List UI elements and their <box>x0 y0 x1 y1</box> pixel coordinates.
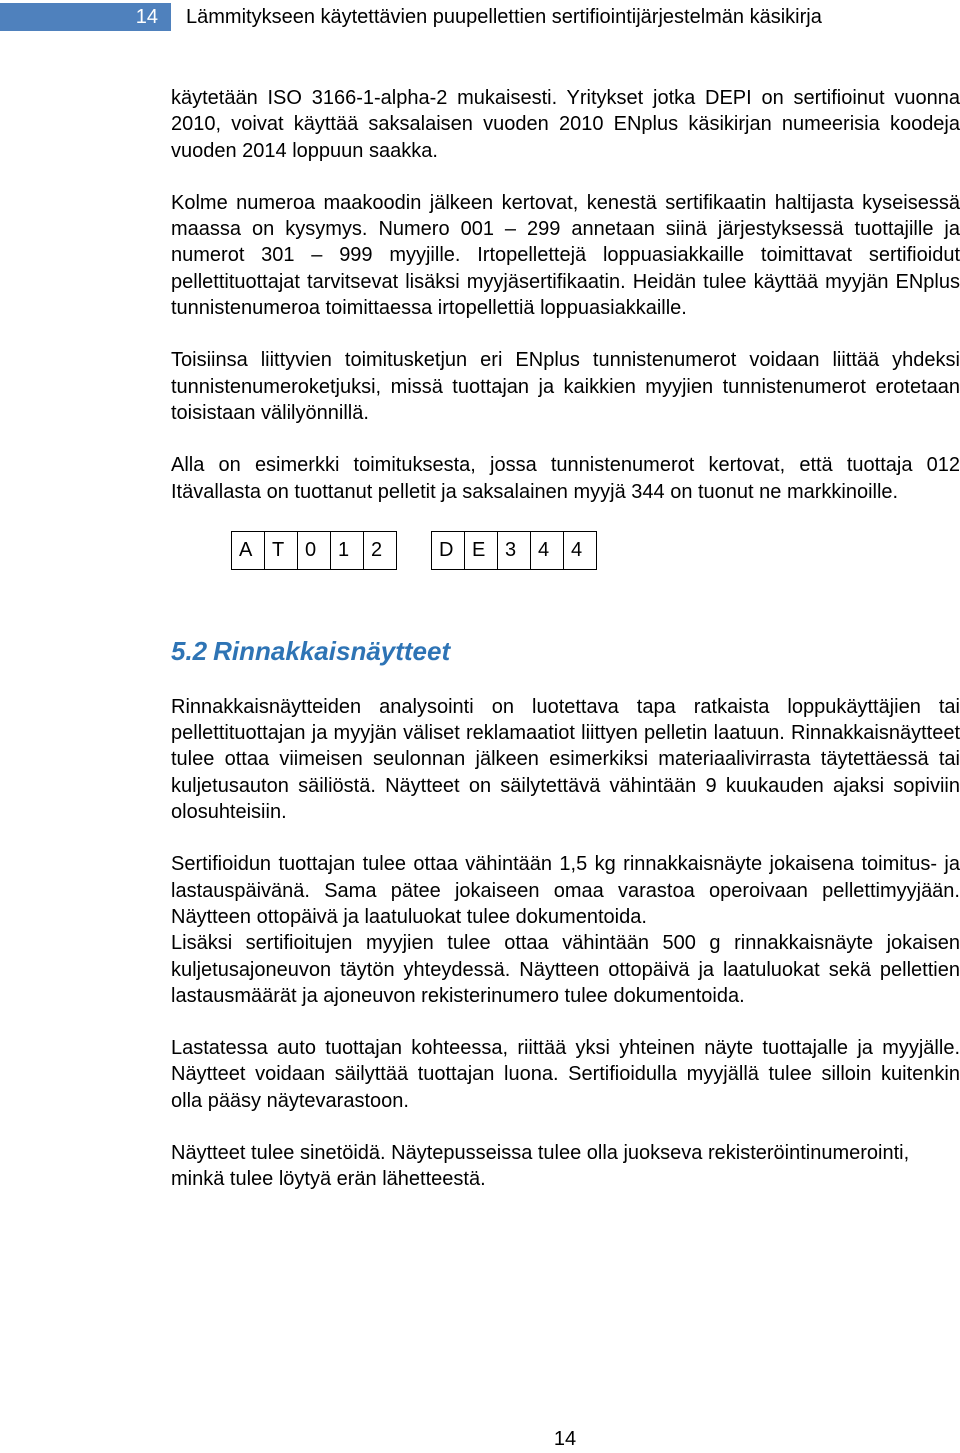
header-title: Lämmitykseen käytettävien puupellettien sertifiointijärjestelmän käsikirja <box>186 6 822 28</box>
seller-code-group <box>431 531 597 570</box>
code-cell: 2 <box>364 532 397 569</box>
paragraph-example-intro: Alla on esimerkki toimituksesta, jossa tunnistenumerot kertovat, että tuottaja 012 Itävallasta on tuottanut pelletit ja saksalainen myyjä 344 on tuonut ne markkinoille. <box>171 454 960 503</box>
code-cell: 0 <box>298 532 331 569</box>
id-chain-example <box>231 531 960 570</box>
section-heading <box>171 634 960 668</box>
paragraph-country-codes: käytetään ISO 3166-1-alpha-2 mukaisesti. Yritykset jotka DEPI on sertifioinut vuonna 2010, voivat käyttää saksalaisen vuoden 2010 ENplus käsikirjan numeerisia koodeja vuoden 2014 loppuun saakka. <box>171 87 960 162</box>
paragraph-shared-sample: Lastatessa auto tuottajan kohteessa, riittää yksi yhteinen näyte tuottajalle ja myyjälle. Näytteet voidaan säilyttää tuottajan luona. Sertifioidulla myyjällä tulee silloin kuitenkin olla pääsy näytevarastoon. <box>171 1037 960 1112</box>
paragraph-reference-samples: Rinnakkaisnäytteiden analysointi on luotettava tapa ratkaista loppukäyttäjien tai pellettituottajan ja myyjän väliset reklamaatiot liittyen pelletin laatuun. Rinnakkaisnäytteet tulee ottaa viimeisen seulonnan jälkeen esimerkiksi materiaalivirrasta täytettäessä tai kuljetusauton säiliöstä. Näytteet on säilytettävä vähintään 9 kuukauden ajaksi sopiviin olosuhteisiin. <box>171 695 960 824</box>
code-cell: T <box>265 532 298 569</box>
code-cell: E <box>465 532 498 569</box>
paragraph-producer-sample: Sertifioidun tuottajan tulee ottaa vähintään 1,5 kg rinnakkaisnäyte jokaisena toimitus- ja lastauspäivänä. Sama pätee jokaiseen omaa varastoa operoivaan pellettimyyjään. Näytteen ottopäivä ja laatuluokat tulee dokumentoida. <box>171 853 960 928</box>
code-cell: 1 <box>331 532 364 569</box>
paragraph-three-digits: Kolme numeroa maakoodin jälkeen kertovat, kenestä sertifikaatin haltijasta kyseisessä maassa on kysymys. Numero 001 – 299 annetaan siinä järjestyksessä tuottajille ja numerot 301 – 999 myyjille. Irtopellettejä loppuasiakkaille toimittavat sertifioidut pellettituottajat tarvitsevat lisäksi myyjäsertifikaatin. Heidän tulee käyttää myyjän ENplus tunnistenumeroa toimittaessa irtopellettiä loppuasiakkaille. <box>171 191 960 320</box>
code-cell: A <box>232 532 265 569</box>
code-cell: 4 <box>531 532 564 569</box>
section-number: 5.2 <box>171 635 208 666</box>
section-title: Rinnakkaisnäytteet <box>213 635 451 666</box>
paragraph-sealing: Näytteet tulee sinetöidä. Näytepusseissa tulee olla juokseva rekisteröintinumerointi, minkä tulee löytyä erän lähetteestä. <box>171 1142 910 1191</box>
paragraph-id-chain: Toisiinsa liittyvien toimitusketjun eri ENplus tunnistenumerot voidaan liittää yhdeksi tunnistenumeroketjuksi, missä tuottajan ja kaikkien myyjien tunnistenumerot erotetaan toisistaan välilyönnillä. <box>171 349 960 424</box>
page-content <box>171 85 960 1193</box>
code-cell: 3 <box>498 532 531 569</box>
code-cell: D <box>432 532 465 569</box>
code-cell: 4 <box>564 532 597 569</box>
paragraph-seller-sample: Lisäksi sertifioitujen myyjien tulee ottaa vähintään 500 g rinnakkaisnäyte jokaisen kuljetusajoneuvon täytön yhteydessä. Näytteen ottopäivä ja laatuluokat sekä pellettien lastausmäärät ja ajoneuvon rekisterinumero tulee dokumentoida. <box>171 932 960 1007</box>
footer-page-number: 14 <box>553 1428 577 1450</box>
producer-code-group <box>231 531 397 570</box>
header-page-number: 14 <box>135 6 158 28</box>
